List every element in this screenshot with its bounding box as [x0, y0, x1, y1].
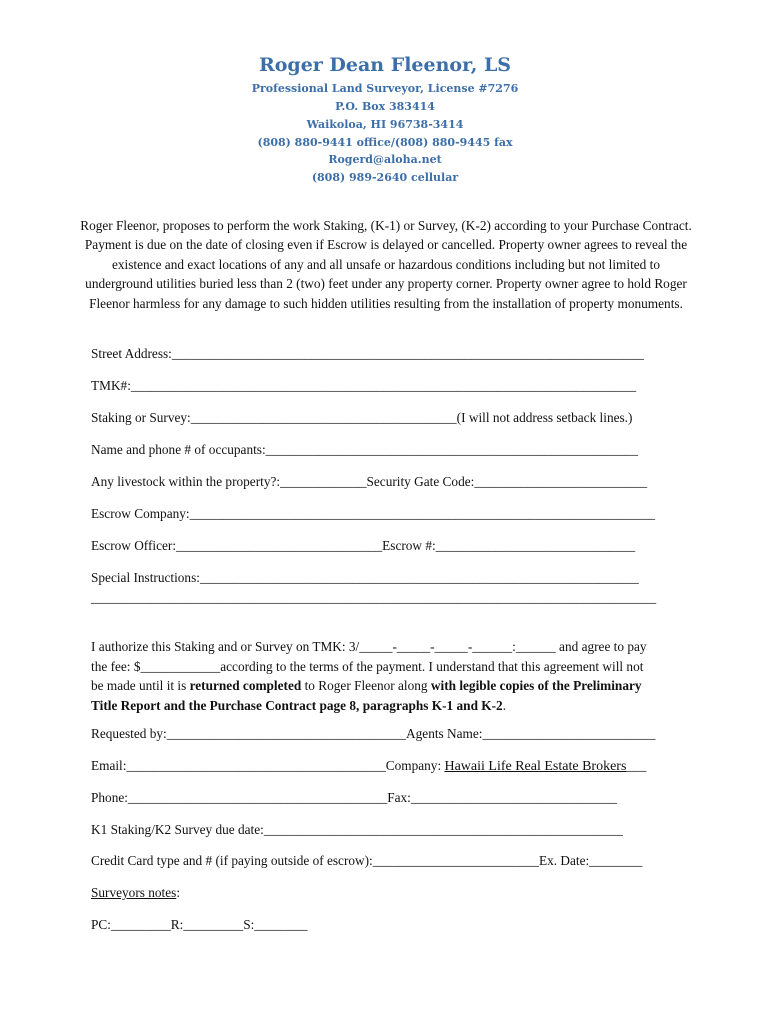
colon: : — [176, 885, 181, 900]
auth-text: be made until it is — [91, 678, 190, 693]
authorize-line-1: I authorize this Staking and or Survey on TMK: 3/_____-_____-_____-______:______ and agree to pay — [91, 639, 647, 654]
due-date-field[interactable]: K1 Staking/K2 Survey due date:______________________________________________________ — [91, 822, 623, 837]
requested-by-field[interactable]: Requested by:____________________________________Agents Name:__________________________ — [91, 726, 656, 741]
escrow-company-field[interactable]: Escrow Company:______________________________________________________________________ — [91, 506, 655, 521]
title-report-bold: Title Report and the Purchase Contract page 8, paragraphs K-1 and K-2 — [91, 697, 503, 713]
credit-card-field[interactable]: Credit Card type and # (if paying outside of escrow):_________________________Ex. Date:________ — [91, 853, 643, 868]
surveyors-notes-label — [91, 885, 180, 901]
special-instructions-field[interactable]: Special Instructions:__________________________________________________________________ — [91, 570, 639, 585]
company-underline: ___ — [626, 758, 647, 773]
auth-text-2: to Roger Fleenor along — [301, 678, 431, 693]
surveyor-name: Roger Dean Fleenor, LS — [258, 54, 512, 76]
tmk-field[interactable]: TMK#:____________________________________________________________________________ — [91, 378, 637, 393]
email-label: Email:_______________________________________Company: — [91, 758, 445, 773]
occupants-field[interactable]: Name and phone # of occupants:________________________________________________________ — [91, 442, 638, 457]
phone-fax-line: (808) 880-9441 office/(808) 880-9445 fax — [257, 136, 513, 149]
authorize-line-2: the fee: $____________according to the terms of the payment. I understand that this agreement will not — [91, 658, 644, 674]
email-line: Rogerd@aloha.net — [328, 153, 442, 166]
company-value: Hawaii Life Real Estate Brokers — [444, 759, 627, 774]
city-line: Waikoloa, HI 96738-3414 — [306, 118, 464, 131]
authorize-line-4 — [91, 696, 691, 716]
intro-paragraph: Roger Fleenor, proposes to perform the work Staking, (K-1) or Survey, (K-2) according to your Purchase Contract. Payment is due on the date of closing even if Escrow is delayed or cancelled. Property owner agrees to reveal the existence and exact locations of any and all unsafe or hazardous conditions including but not limited to underground utilities buried less than 2 (two) feet under any property corner. Property owner agree to hold Roger Fleenor harmless for any damage to such hidden utilities resulting from the installation of property monuments. — [80, 218, 692, 311]
cell-line: (808) 989-2640 cellular — [311, 171, 459, 184]
authorize-line-3 — [91, 676, 691, 696]
po-box: P.O. Box 383414 — [335, 100, 435, 113]
surveyors-notes-text: Surveyors notes — [91, 885, 177, 900]
returned-completed-bold: returned completed — [189, 678, 302, 693]
legible-copies-bold: with legible copies of the Preliminary — [430, 678, 642, 693]
authorization-paragraph — [91, 637, 691, 715]
license-line: Professional Land Surveyor, License #7276 — [251, 82, 519, 95]
pc-r-s-field[interactable]: PC:_________R:_________S:________ — [91, 917, 308, 932]
special-instructions-continuation[interactable]: _____________________________________________________________________________________ — [91, 590, 657, 605]
email-company-field[interactable] — [91, 758, 646, 775]
phone-fax-field[interactable]: Phone:_______________________________________Fax:_______________________________ — [91, 790, 617, 805]
street-address-field[interactable]: Street Address:_______________________________________________________________________ — [91, 346, 644, 361]
livestock-gate-field[interactable]: Any livestock within the property?:_____________Security Gate Code:__________________________ — [91, 474, 648, 489]
staking-survey-field[interactable]: Staking or Survey:________________________________________(I will not address setback lines.) — [91, 410, 633, 425]
period: . — [502, 697, 507, 713]
escrow-officer-field[interactable]: Escrow Officer:_______________________________Escrow #:______________________________ — [91, 538, 636, 553]
